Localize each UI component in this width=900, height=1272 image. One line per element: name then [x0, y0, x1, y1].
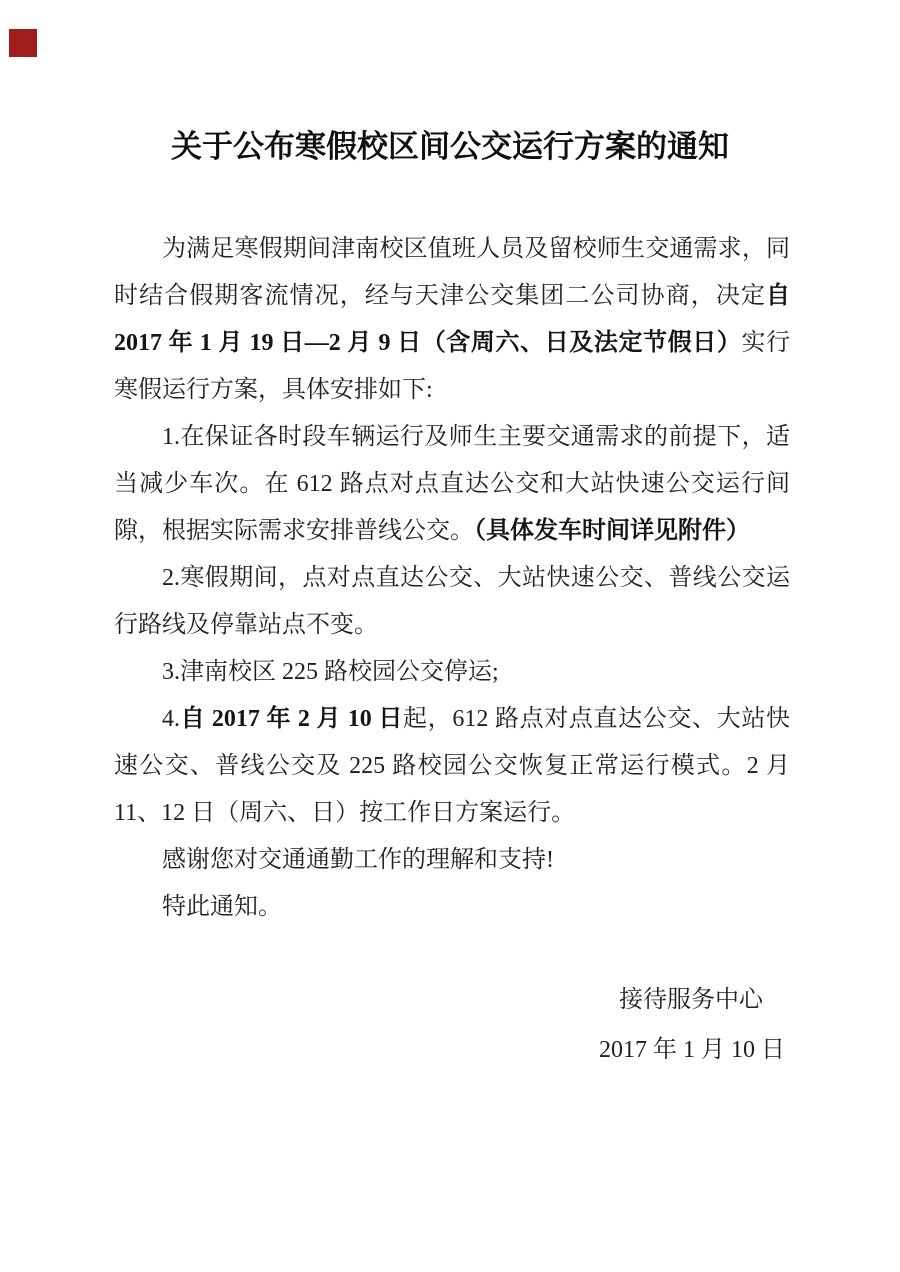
notice-title: 关于公布寒假校区间公交运行方案的通知: [171, 129, 729, 164]
notice-body: [114, 226, 790, 931]
paragraph-segment: 起，612 路点对点直达公交、大站快速公交、普线公交及 225 路校园公交恢复正常运行模式。2 月 11、12 日（周六、日）按工作日方案运行。: [114, 706, 791, 826]
paragraph: [114, 696, 790, 837]
red-stamp-mark: [9, 29, 37, 57]
paragraph: [114, 226, 790, 414]
paragraph-segment-bold: 自 2017 年 2 月 10 日: [180, 706, 404, 732]
paragraph-segment: 4.: [162, 706, 180, 732]
paragraph: [114, 649, 790, 696]
paragraph-segment-bold: （具体发车时间详见附件）: [474, 518, 750, 544]
paragraph-segment-bold: 自 2017 年 1 月 19 日—2 月 9 日（含周六、日及法定节假日）: [114, 283, 790, 356]
paragraph-segment: 实行寒假运行方案，具体安排如下:: [114, 330, 790, 403]
paragraph: [114, 837, 790, 884]
paragraph-segment: 1.在保证各时段车辆运行及师生主要交通需求的前提下，适当减少车次。在 612 路点对点直达公交和大站快速公交运行间隙，根据实际需求安排普线公交。: [114, 424, 790, 544]
signature-block: [0, 975, 790, 1075]
paragraph-segment: 特此通知。: [162, 894, 282, 920]
signature-name: 接待服务中心: [619, 987, 763, 1013]
signature-date: 2017 年 1 月 10 日: [599, 1037, 785, 1063]
paragraph: [114, 414, 790, 555]
paragraph-segment: 3.津南校区 225 路校园公交停运;: [162, 659, 499, 685]
paragraph-segment: 为满足寒假期间津南校区值班人员及留校师生交通需求，同时结合假期客流情况，经与天津公交集团二公司协商，决定: [114, 236, 790, 309]
paragraph-segment: 感谢您对交通通勤工作的理解和支持!: [162, 847, 554, 873]
paragraph-segment: 2.寒假期间，点对点直达公交、大站快速公交、普线公交运行路线及停靠站点不变。: [114, 565, 790, 638]
paragraph: [114, 555, 790, 649]
paragraph: [114, 884, 790, 931]
